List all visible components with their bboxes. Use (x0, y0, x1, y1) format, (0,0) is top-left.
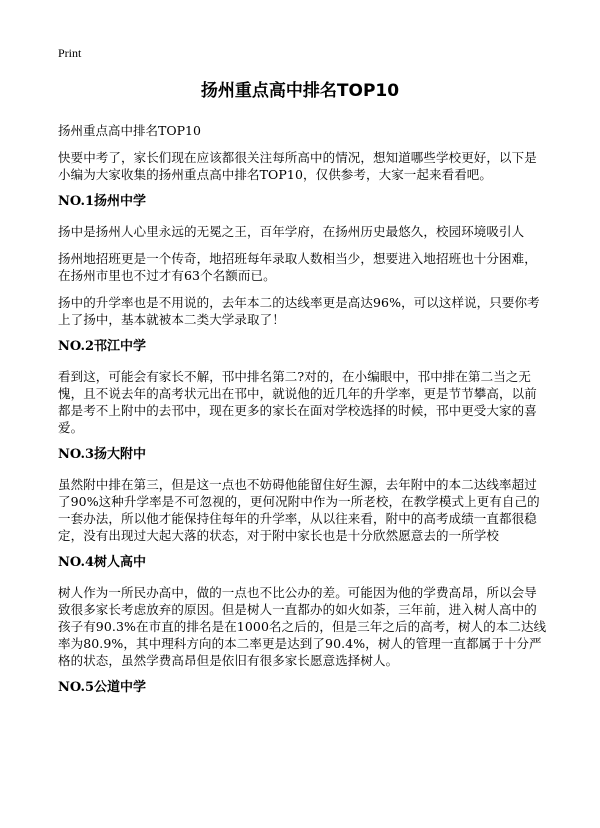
section-paragraph: 扬中的升学率也是不用说的，去年本二的达线率更是高达96%，可以这样说，只要你考上了扬中，基本就被本二类大学录取了！ (58, 295, 540, 327)
intro-paragraph: 快要中考了，家长们现在应该都很关注每所高中的情况，想知道哪些学校更好，以下是小编为大家收集的扬州重点高中排名TOP10，仅供参考，大家一起来看看吧。 (58, 150, 537, 182)
section-paragraph: 扬州地招班更是一个传奇，地招班每年录取人数相当少，想要进入地招班也十分困难，在扬州市里也不过才有63个名额而已。 (58, 251, 537, 283)
article-subtitle: 扬州重点高中排名TOP10 (58, 123, 201, 138)
print-label: Print (58, 46, 82, 60)
section-paragraph: 看到这，可能会有家长不解，邗中排名第二?对的，在小编眼中，邗中排在第二当之无愧，且不说去年的高考状元出在邗中，就说他的近几年的升学率，更是节节攀高，以前都是考不上附中的去邗中，现在更多的家长在面对学校选择的时候，邗中更受大家的喜爱。 (58, 369, 537, 435)
article-body (58, 122, 548, 709)
section-paragraph: 树人作为一所民办高中，做的一点也不比公办的差。可能因为他的学费高昂，所以会导致很多家长考虑放弃的原因。但是树人一直都办的如火如荼，三年前，进入树人高中的孩子有90.3%在市直的排名是在1000名之后的，但是三年之后的高考，树人的本二达线率为80.9%，其中理科方向的本二率更是达到了90.4%，树人的管理一直都属于十分严格的状态，虽然学费高昂但是依旧有很多家长愿意选择树人。 (58, 585, 547, 668)
section-paragraph: 扬中是扬州人心里永远的无冕之王，百年学府，在扬州历史最悠久，校园环境吸引人 (58, 224, 525, 239)
page-title: 扬州重点高中排名TOP10 (200, 81, 400, 101)
section-heading-no5: NO.5公道中学 (58, 680, 147, 695)
section-heading-no1: NO.1扬州中学 (58, 194, 147, 209)
section-heading-no2: NO.2邗江中学 (58, 339, 147, 354)
section-heading-no3: NO.3扬大附中 (58, 447, 147, 462)
section-heading-no4: NO.4树人高中 (58, 555, 147, 570)
section-paragraph: 虽然附中排在第三，但是这一点也不妨碍他能留住好生源，去年附中的本二达线率超过了90%这种升学率是不可忽视的，更何况附中作为一所老校，在教学模式上更有自己的一套办法，所以他才能保持住每年的升学率，从以往来看，附中的高考成绩一直都很稳定，没有出现过大起大落的状态，对于附中家长也是十分欣然愿意去的一所学校 (58, 477, 540, 543)
